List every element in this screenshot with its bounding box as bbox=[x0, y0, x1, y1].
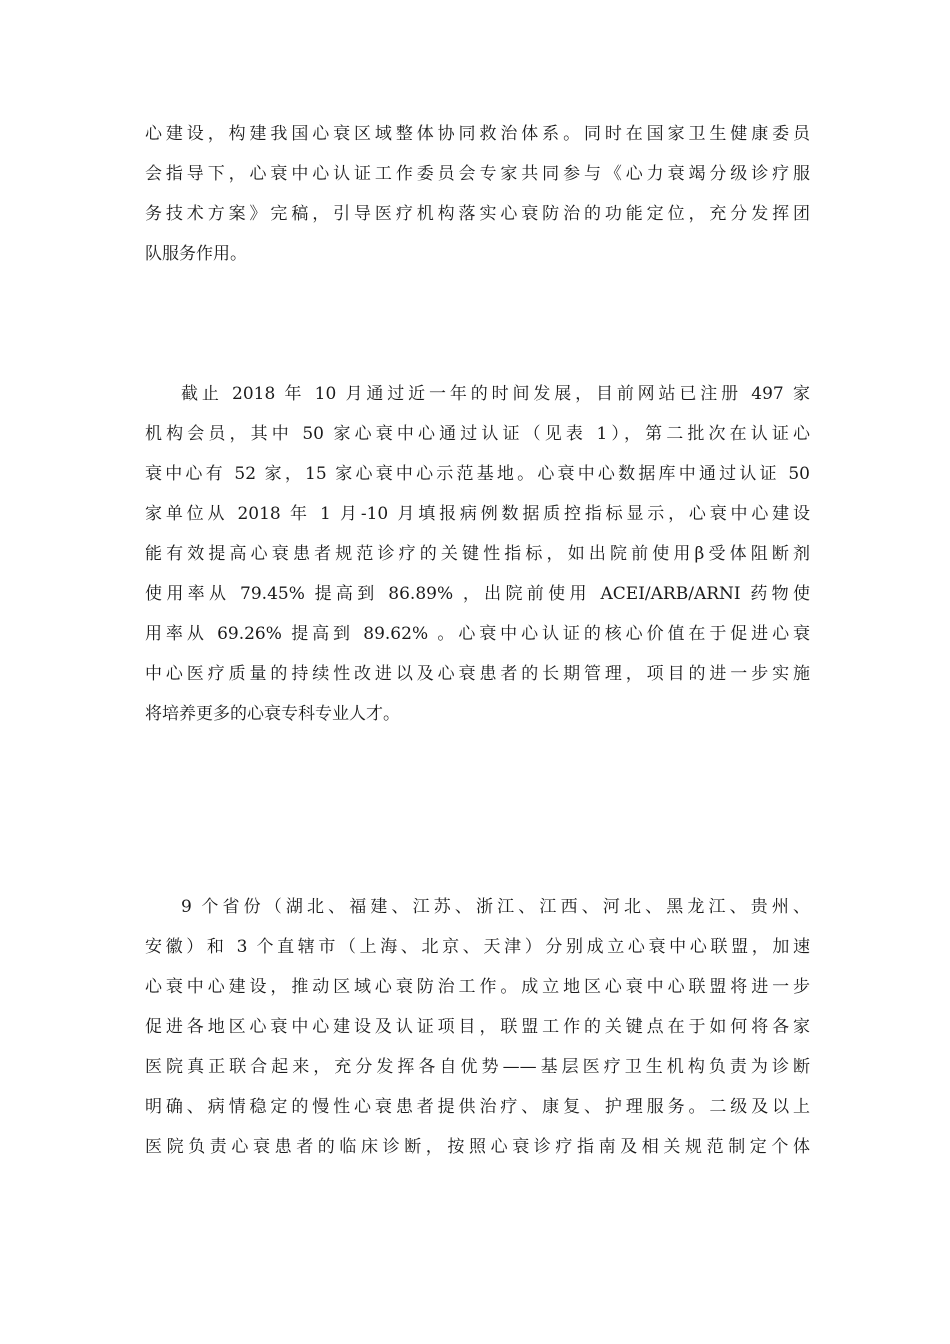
text-line: 能有效提高心衰患者规范诊疗的关键性指标，如出院前使用β受体阻断剂 bbox=[145, 544, 810, 564]
text-line: 务技术方案》完稿，引导医疗机构落实心衰防治的功能定位，充分发挥团 bbox=[145, 204, 810, 224]
paragraph-heart-failure-system bbox=[145, 114, 810, 274]
text-line: 用率从 69.26% 提高到 89.62% 。心衰中心认证的核心价值在于促进心衰 bbox=[145, 624, 810, 644]
text-line: 机构会员，其中 50 家心衰中心通过认证（见表 1），第二批次在认证心 bbox=[145, 424, 810, 444]
text-line: 衰中心有 52 家，15 家心衰中心示范基地。心衰中心数据库中通过认证 50 bbox=[145, 464, 810, 484]
text-line: 将培养更多的心衰专科专业人才。 bbox=[145, 704, 400, 724]
text-line: 促进各地区心衰中心建设及认证项目，联盟工作的关键点在于如何将各家 bbox=[145, 1017, 810, 1037]
text-line: 安徽）和 3 个直辖市（上海、北京、天津）分别成立心衰中心联盟，加速 bbox=[145, 937, 810, 957]
text-line: 队服务作用。 bbox=[145, 244, 247, 264]
text-line: 心衰中心建设，推动区域心衰防治工作。成立地区心衰中心联盟将进一步 bbox=[145, 977, 810, 997]
text-line: 9 个省份（湖北、福建、江苏、浙江、江西、河北、黑龙江、贵州、 bbox=[181, 897, 810, 917]
text-line: 使用率从 79.45% 提高到 86.89% ，出院前使用 ACEI/ARB/ARNI 药物使 bbox=[145, 584, 810, 604]
text-line: 截止 2018 年 10 月通过近一年的时间发展，目前网站已注册 497 家 bbox=[181, 384, 810, 404]
paragraph-regional-alliance bbox=[145, 887, 810, 1167]
text-line: 明确、病情稳定的慢性心衰患者提供治疗、康复、护理服务。二级及以上 bbox=[145, 1097, 810, 1117]
text-line: 家单位从 2018 年 1 月-10 月填报病例数据质控指标显示，心衰中心建设 bbox=[145, 504, 810, 524]
paragraph-certification-progress bbox=[145, 374, 810, 734]
text-line: 中心医疗质量的持续性改进以及心衰患者的长期管理，项目的进一步实施 bbox=[145, 664, 810, 684]
text-line: 医院负责心衰患者的临床诊断，按照心衰诊疗指南及相关规范制定个体 bbox=[145, 1137, 810, 1157]
text-line: 医院真正联合起来，充分发挥各自优势——基层医疗卫生机构负责为诊断 bbox=[145, 1057, 810, 1077]
text-line: 心建设，构建我国心衰区域整体协同救治体系。同时在国家卫生健康委员 bbox=[145, 124, 810, 144]
text-line: 会指导下，心衰中心认证工作委员会专家共同参与《心力衰竭分级诊疗服 bbox=[145, 164, 810, 184]
